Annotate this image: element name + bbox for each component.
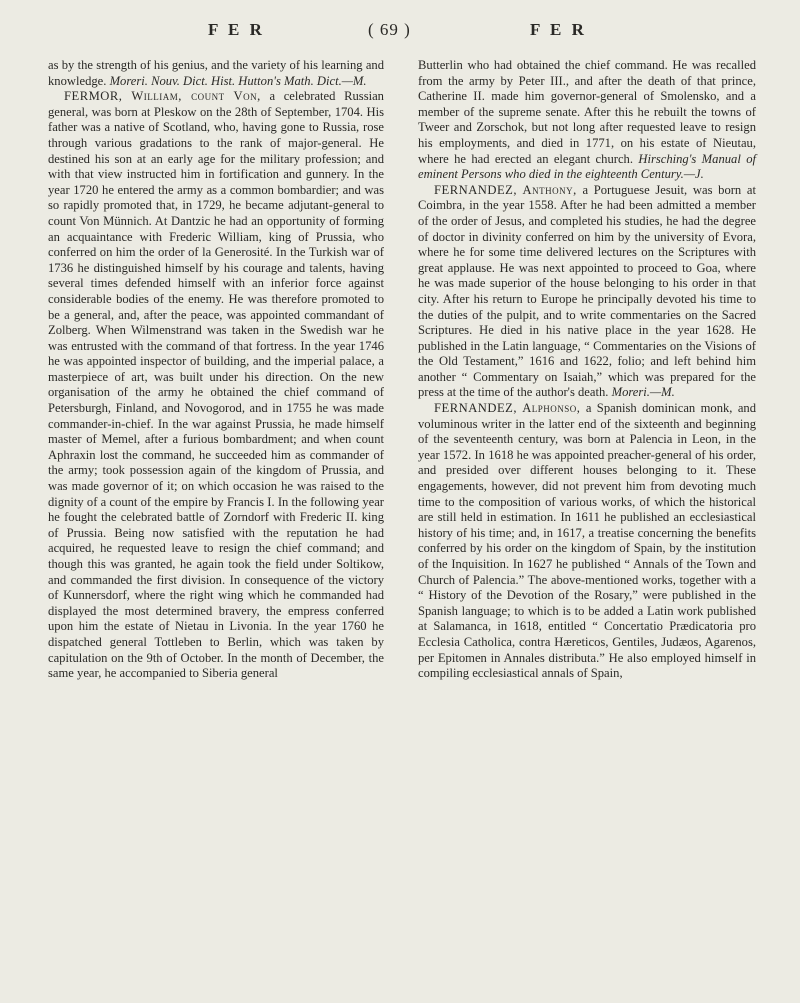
entry-body: a celebrated Russian general, was born at Pleskow on the 28th of September, 1704. His father was a native of Scotland, who, having gone to Russia, rose through various gradations to the rank of major-general. He destined his son at an early age for the military profession; and with that view instructed him in fortification and gunnery. In the year 1720 he entered the army as a common bombardier; and was so rapidly promoted that, in 1729, he became adjutant-general to count Von Münnich. At Dantzic he had an opportunity of forming an acquaintance with Frederic William, king of Prussia, who conferred on him the order of la Generosité. In the Turkish war of 1736 he distinguished himself by his courage and talents, having several times defended himself with an inferior force against considerable bodies of the enemy. He was therefore promoted to be a general, and, after the peace, was appointed commandant of Zolberg. When Wilmenstrand was taken in the Swedish war he was entrusted with the command of that fortress. In the year 1746 he was appointed inspector of building, and the imperial palace, a masterpiece of art, was built under his direction. On the new organisation of the army he obtained the chief command of Petersburgh, Finland, and Novogorod, and in 1755 he was made commander-in-chief. In the war against Prussia, he made himself master of Memel, after a furious bombardment; and when count Aphraxin lost the command, he succeeded him as commander of the army; took possession again of the kingdom of Prussia, and was made governor of it; on which occasion he was raised to the dignity of a count of the empire by Francis I. In the following year he fought the celebrated battle of Zorndorf with Frederic II. king of Prussia. Being now satisfied with the reputation he had acquired, he requested leave to resign the chief command; and though this was granted, he again took the field under Soltikow, and commanded the first division. In consequence of the victory of Kunnersdorf, where the right wing which he commanded had displayed the most determined bravery, the empress conferred upon him the estate of Nietau in Livonia. In the year 1760 he dispatched general Tottleben to Berlin, which was taken by capitulation on the 9th of October. In the month of December, the same year, he accompanied to Siberia general (48, 89, 384, 681)
entry-fernandez-anthony (418, 183, 756, 401)
entry-head: FERNANDEZ, Alphonso, (434, 401, 581, 416)
left-column (48, 58, 384, 682)
right-column (418, 58, 756, 682)
continuation-text: as by the strength of his genius, and the variety of his learning and knowledge. (48, 58, 384, 88)
entry-continuation (418, 58, 756, 183)
entry-body: a Portuguese Jesuit, was born at Coimbra, in the year 1558. After he had been admitted a member of the order of Jesus, and completed his studies, he had the degree of doctor in divinity conferred on him by the university of Evora, where he for some time delivered lectures on the Scriptures with great applause. He was next appointed to proceed to Goa, where he was made superior of the house belonging to his order in that city. After his return to Europe he principally devoted his time to the duties of the pulpit, and to write commentaries on the Sacred Scriptures. He died in his native place in the year 1628. He published in the Latin language, “ Commentaries on the Visions of the Old Testament,” 1616 and 1622, folio; and left behind him another “ Commentary on Isaiah,” which was prepared for the press at the time of the author's death. (418, 182, 757, 400)
citation: Hirsching's Manual of eminent Persons who died in the eighteenth Century.—J. (418, 151, 756, 182)
entry-head: FERMOR, William, count Von, (64, 89, 261, 104)
entry-head: FERNANDEZ, Anthony, (434, 182, 577, 197)
page-number: ( 69 ) (368, 20, 411, 39)
entry-fermor (48, 89, 384, 682)
entry-fernandez-alphonso (418, 401, 756, 682)
citation: Moreri.—M. (611, 385, 675, 400)
header-right-guide: F E R (530, 20, 587, 39)
citation: Moreri. Nouv. Dict. Hist. Hutton's Math. Dict.—M. (109, 73, 367, 88)
entry-continuation (48, 58, 384, 89)
entry-body: a Spanish dominican monk, and voluminous writer in the latter end of the sixteenth and beginning of the seventeenth century, was born at Palencia in Leon, in the year 1572. In 1618 he was appointed preacher-general of his order, and presided over different houses belonging to it. These engagements, however, did not prevent him from devoting much time to the composition of various works, of which the historical are still held in estimation. In 1611 he published an ecclesiastical history of his time; and, in 1617, a treatise concerning the benefits conferred by his order on the kingdom of Spain, by the institution of the Inquisition. In 1627 he published “ Annals of the Town and Church of Palencia.” The above-mentioned works, together with a “ History of the Devotion of the Rosary,” were published in the Spanish language; to which is to be added a Latin work published at Salamanca, in 1618, entitled “ Concertatio Prædicatoria pro Ecclesia Catholica, contra Hæreticos, Gentiles, Judæos, Agarenos, per Epitomen in Annales distributa.” He also employed himself in compiling ecclesiastical annals of Spain, (418, 401, 757, 681)
continuation-text: Butterlin who had obtained the chief command. He was recalled from the army by Peter III., and after the death of that prince, Catherine II. made him governor-general of Smolensko, and a member of the supreme senate. After this he rebuilt the towns of Tweer and Zorschok, but not long after requested leave to resign his employments, and died in 1771, on his estate of Nieutau, where he had erected an elegant church. (418, 58, 756, 166)
header-left-guide: F E R (208, 20, 265, 39)
running-header (0, 14, 800, 46)
